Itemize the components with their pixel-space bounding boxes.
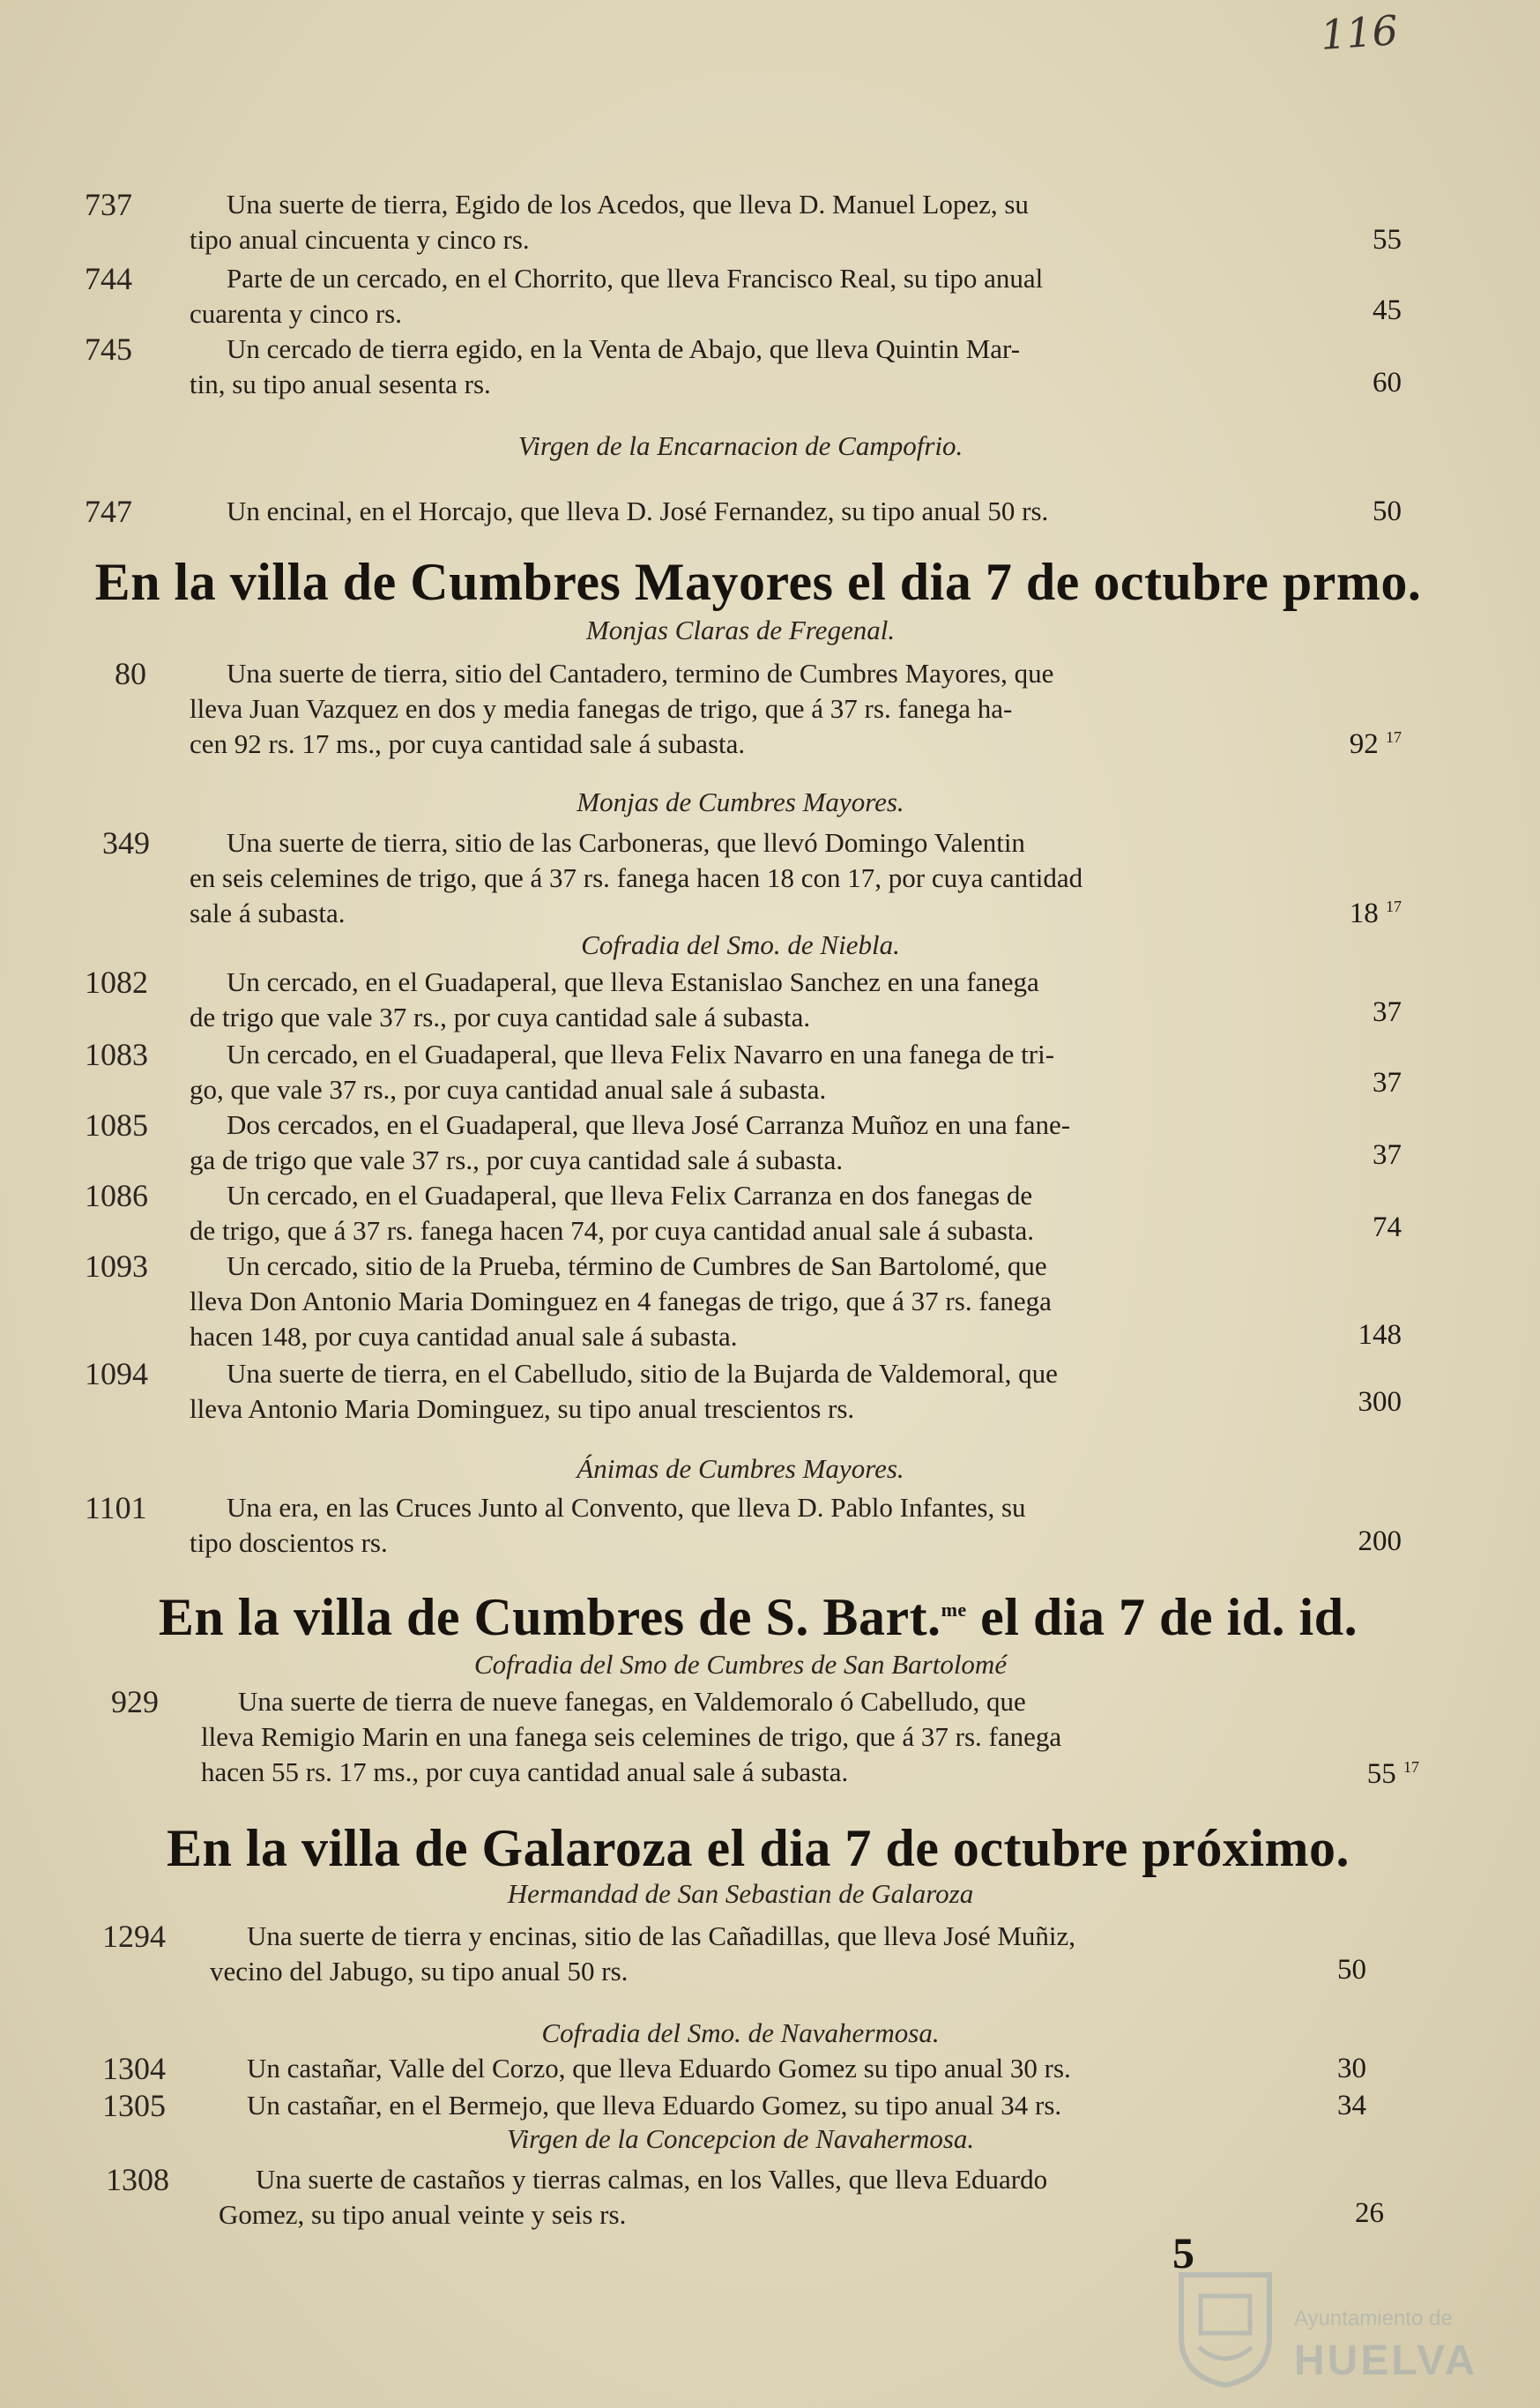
entry-text: Un castañar, en el Bermejo, que lleva Eduardo Gomez, su tipo anual 34 rs. bbox=[247, 2090, 1062, 2121]
entry-number: 1085 bbox=[85, 1107, 148, 1143]
entry-amount: 30 bbox=[1337, 2053, 1366, 2084]
entry-number: 1094 bbox=[85, 1356, 148, 1391]
entry-amount: 148 bbox=[1358, 1319, 1402, 1351]
entry-amount: 74 bbox=[1373, 1211, 1402, 1243]
coat-of-arms-icon bbox=[1172, 2266, 1278, 2389]
entry-text: Un cercado, en el Guadaperal, que lleva Felix Navarro en una fanega de tri- go, que vale 37 rs., por cuya cantidad anual sale á subasta. bbox=[190, 1039, 1055, 1105]
entry-amount: 60 bbox=[1373, 367, 1402, 399]
entry-text: Un cercado, sitio de la Prueba, término de Cumbres de San Bartolomé, que lleva Don Antonio Maria Dominguez en 4 fanegas de trigo, que á 37 rs. fanega hacen 148, por cuya cantidad anual sale á subasta. bbox=[190, 1250, 1052, 1352]
entry-number: 744 bbox=[85, 261, 132, 296]
signature-mark: 5 bbox=[1172, 2228, 1194, 2278]
entry-text: Un encinal, en el Horcajo, que lleva D. José Fernandez, su tipo anual 50 rs. bbox=[227, 496, 1049, 526]
entry-number: 747 bbox=[85, 494, 132, 529]
entry-number: 1101 bbox=[85, 1490, 147, 1525]
entry-amount: 300 bbox=[1358, 1386, 1402, 1418]
section-title: Cofradia del Smo. de Navahermosa. bbox=[541, 2017, 940, 2048]
entry-amount: 50 bbox=[1373, 496, 1402, 527]
town-heading-cumbres-mayores: En la villa de Cumbres Mayores el dia 7 de octubre prmo. bbox=[94, 553, 1422, 611]
entry-text: Un castañar, Valle del Corzo, que lleva Eduardo Gomez su tipo anual 30 rs. bbox=[247, 2053, 1071, 2084]
entry-amount: 37 bbox=[1373, 1139, 1402, 1171]
entry-text: Una suerte de tierra, sitio del Cantadero, termino de Cumbres Mayores, que lleva Juan Vazquez en dos y media fanegas de trigo, que á 37 rs. fanega ha- cen 92 rs. 17 ms., por cuya cantidad sale á subasta. bbox=[190, 658, 1054, 759]
entry-amount: 55 $^{17}$ bbox=[1366, 1758, 1419, 1790]
entry-number: 737 bbox=[85, 187, 132, 222]
entry-text: Dos cercados, en el Guadaperal, que lleva José Carranza Muñoz en una fane- ga de trigo que vale 37 rs., por cuya cantidad sale á subasta. bbox=[190, 1109, 1071, 1175]
section-title: Ánimas de Cumbres Mayores. bbox=[577, 1453, 904, 1484]
entry-text: Una suerte de tierra, Egido de los Acedos, que lleva D. Manuel Lopez, su tipo anual cincuenta y cinco rs. bbox=[190, 189, 1029, 255]
section-title: Monjas de Cumbres Mayores. bbox=[577, 787, 904, 817]
section-title: Hermandad de San Sebastian de Galaroza bbox=[507, 1878, 974, 1909]
town-heading-galaroza: En la villa de Galaroza el dia 7 de octubre próximo. bbox=[166, 1819, 1350, 1877]
section-title: Virgen de la Encarnacion de Campofrio. bbox=[517, 430, 963, 461]
entry-amount: 45 bbox=[1373, 294, 1402, 326]
entry-text: Una suerte de castaños y tierras calmas, en los Valles, que lleva Eduardo Gomez, su tipo anual veinte y seis rs. bbox=[219, 2164, 1048, 2230]
entry-amount: 37 bbox=[1373, 996, 1402, 1028]
entry-number: 80 bbox=[115, 656, 146, 691]
entry-amount: 26 bbox=[1355, 2197, 1384, 2229]
entry-number: 1304 bbox=[102, 2051, 166, 2086]
entry-text: Una suerte de tierra y encinas, sitio de las Cañadillas, que lleva José Muñiz, vecino del Jabugo, su tipo anual 50 rs. bbox=[210, 1920, 1076, 1987]
folio-number: 116 bbox=[1319, 6, 1400, 59]
entry-text: Una suerte de tierra, en el Cabelludo, sitio de la Bujarda de Valdemoral, que lleva Antonio Maria Dominguez, su tipo anual trescientos rs. bbox=[190, 1358, 1058, 1424]
section-title: Virgen de la Concepcion de Navahermosa. bbox=[506, 2123, 975, 2154]
entry-number: 1093 bbox=[85, 1249, 148, 1284]
entry-amount: 37 bbox=[1373, 1067, 1402, 1099]
section-title: Cofradia del Smo de Cumbres de San Bartolomé bbox=[473, 1649, 1008, 1680]
entry-number: 349 bbox=[102, 825, 150, 861]
entry-amount: 55 bbox=[1373, 224, 1402, 256]
entry-text: Un cercado, en el Guadaperal, que lleva Estanislao Sanchez en una fanega de trigo que vale 37 rs., por cuya cantidad sale á subasta. bbox=[190, 966, 1039, 1033]
section-title: Cofradia del Smo. de Niebla. bbox=[581, 929, 900, 960]
watermark-line-1: Ayuntamiento de bbox=[1294, 2307, 1453, 2330]
entry-number: 1308 bbox=[106, 2162, 169, 2197]
section-title: Monjas Claras de Fregenal. bbox=[585, 615, 896, 645]
entry-text: Un cercado, en el Guadaperal, que lleva Felix Carranza en dos fanegas de de trigo, que á 37 rs. fanega hacen 74, por cuya cantidad anual sale á subasta. bbox=[190, 1180, 1035, 1246]
entry-number: 1082 bbox=[85, 965, 148, 1000]
watermark-line-2: HUELVA bbox=[1294, 2337, 1478, 2384]
entry-amount: 34 bbox=[1337, 2090, 1366, 2121]
entry-amount: 18 $^{17}$ bbox=[1349, 898, 1402, 929]
entry-number: 1086 bbox=[85, 1178, 148, 1213]
entry-number: 1294 bbox=[102, 1919, 166, 1954]
entry-amount: 200 bbox=[1358, 1525, 1402, 1557]
entry-amount: 50 bbox=[1337, 1954, 1366, 1986]
entry-number: 929 bbox=[111, 1684, 159, 1719]
entry-number: 1083 bbox=[85, 1037, 148, 1072]
entry-text: Parte de un cercado, en el Chorrito, que lleva Francisco Real, su tipo anual cuarenta y cinco rs. bbox=[190, 263, 1044, 329]
entry-text: Una suerte de tierra de nueve fanegas, en Valdemoralo ó Cabelludo, que lleva Remigio Marin en una fanega seis celemines de trigo, que á 37 rs. fanega hacen 55 rs. 17 ms., por cuya cantidad anual sale á subasta. bbox=[201, 1686, 1062, 1787]
entry-number: 745 bbox=[85, 332, 132, 367]
entry-number: 1305 bbox=[102, 2088, 166, 2123]
town-heading-cumbres-san-bartolome: En la villa de Cumbres de S. Bart.$^{me}$ el dia 7 de id. id. bbox=[158, 1588, 1358, 1646]
entry-text: Una era, en las Cruces Junto al Convento, que lleva D. Pablo Infantes, su tipo doscientos rs. bbox=[190, 1492, 1026, 1558]
watermark bbox=[1172, 2266, 1507, 2398]
entry-text: Una suerte de tierra, sitio de las Carboneras, que llevó Domingo Valentin en seis celemines de trigo, que á 37 rs. fanega hacen 18 con 17, por cuya cantidad sale á subasta. bbox=[190, 827, 1083, 928]
entry-amount: 92 $^{17}$ bbox=[1349, 728, 1402, 760]
entry-text: Un cercado de tierra egido, en la Venta de Abajo, que lleva Quintin Mar- tin, su tipo anual sesenta rs. bbox=[190, 333, 1021, 399]
